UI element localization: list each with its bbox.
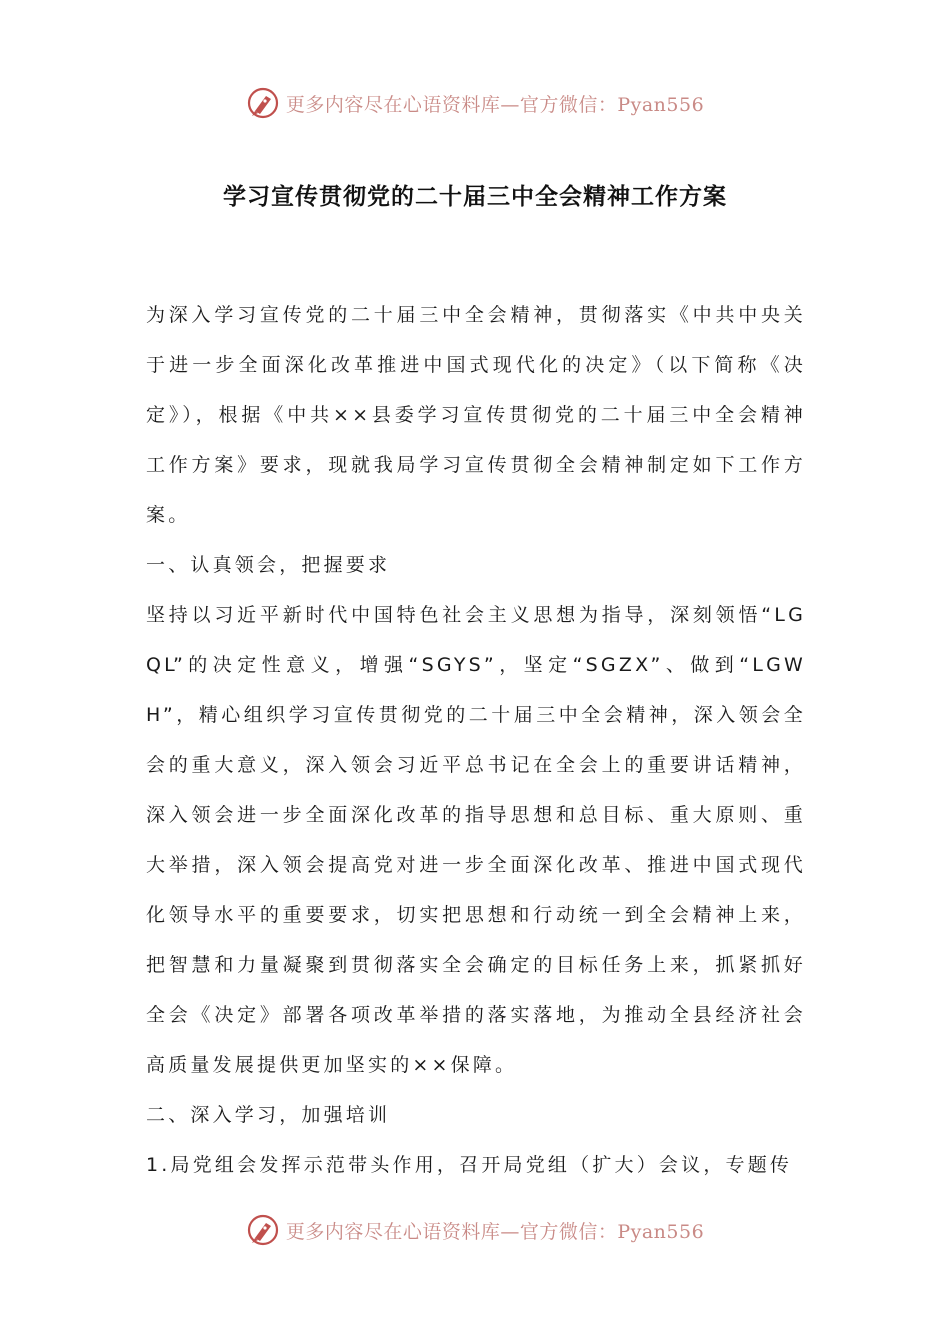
document-title: 学习宣传贯彻党的二十届三中全会精神工作方案 <box>223 184 727 210</box>
section-heading-1: 一、认真领会，把握要求 <box>146 554 391 576</box>
section-2-item-1: 1.局党组会发挥示范带头作用，召开局党组（扩大）会议，专题传 <box>146 1154 793 1176</box>
document-body <box>146 290 806 1190</box>
watermark-text: 更多内容尽在心语资料库—官方微信：Pyan556 <box>285 93 705 116</box>
watermark-banner-top <box>0 83 950 123</box>
watermark-text: 更多内容尽在心语资料库—官方微信：Pyan556 <box>285 1220 705 1243</box>
pen-nib-logo <box>246 86 280 120</box>
watermark-banner-bottom <box>0 1210 950 1250</box>
section-heading-2: 二、深入学习，加强培训 <box>146 1104 391 1126</box>
pen-nib-logo <box>246 1213 280 1247</box>
intro-paragraph: 为深入学习宣传党的二十届三中全会精神，贯彻落实《中共中央关于进一步全面深化改革推进中国式现代化的决定》（以下简称《决定》），根据《中共××县委学习宣传贯彻党的二十届三中全会精神工作方案》要求，现就我局学习宣传贯彻全会精神制定如下工作方案。 <box>146 304 806 526</box>
section-1-paragraph: 坚持以习近平新时代中国特色社会主义思想为指导，深刻领悟“LGQL”的决定性意义，增强“SGYS”，坚定“SGZX”、做到“LGWH”，精心组织学习宣传贯彻党的二十届三中全会精神，深入领会全会的重大意义，深入领会习近平总书记在全会上的重要讲话精神，深入领会进一步全面深化改革的指导思想和总目标、重大原则、重大举措，深入领会提高党对进一步全面深化改革、推进中国式现代化领导水平的重要要求，切实把思想和行动统一到全会精神上来，把智慧和力量凝聚到贯彻落实全会确定的目标任务上来，抓紧抓好全会《决定》部署各项改革举措的落实落地，为推动全县经济社会高质量发展提供更加坚实的××保障。 <box>146 604 806 1076</box>
